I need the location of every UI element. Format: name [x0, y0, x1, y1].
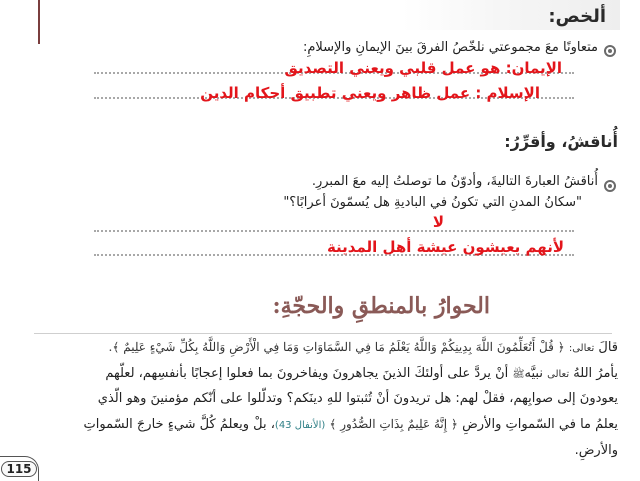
answer-iman: الإيمان: هو عمل قلبي ويعني التصديق	[284, 59, 562, 77]
verse-reference: (الأنفال 43)	[274, 420, 326, 431]
quran-verse: ﴿ إِنَّهُ عَلِيمٌ بِذَاتِ الصُّدُورِ ﴾	[329, 417, 458, 431]
verse-intro: قالَ	[598, 340, 618, 355]
paragraph-text: يعلمُ ما في السّمواتِ والأرضِ	[462, 417, 618, 432]
paragraph-text: والأرضِ.	[574, 443, 618, 458]
honorific: تعالى	[547, 369, 570, 380]
answer-no: لا	[432, 213, 444, 231]
discussion-quote: "سكانُ المدنِ التي تكونُ في الباديةِ هل يُسمّونَ أعرابًا؟"	[283, 195, 582, 210]
page-number: 115	[1, 461, 36, 477]
page-number-badge	[0, 456, 39, 481]
paragraph-line	[28, 366, 618, 382]
decorative-rule	[38, 0, 40, 44]
answer-reason: لأنهم يعيشون عيشة أهل المدينة	[326, 238, 564, 256]
paragraph-line	[28, 417, 618, 432]
paragraph-text: ، بلْ ويعلمُ كُلَّ شيءٍ خارجَ السّمواتِ	[83, 417, 275, 432]
paragraph-line	[28, 391, 618, 406]
section-divider	[34, 333, 612, 334]
paragraph-line	[28, 443, 618, 458]
answer-line	[94, 230, 574, 232]
discussion-instruction: أُناقشُ العبارةَ التاليةَ، وأدوّنُ ما توصلتُ إليه معَ المبررِ.	[311, 174, 598, 189]
dialogue-heading: الحوارُ بالمنطقِ والحجّةِ:	[272, 293, 490, 319]
discussion-heading: أُناقشُ، وأقرِّرُ:	[504, 132, 618, 151]
verse-line	[28, 340, 618, 355]
paragraph-text: يأمرُ اللهُ	[573, 366, 618, 381]
honorific: تعالى:	[568, 343, 595, 354]
bullet-icon	[604, 45, 616, 57]
answer-islam: الإسلام : عمل ظاهر ويعني تطبيق أحكام الدين	[200, 84, 540, 102]
honorific: ﷺ	[512, 369, 525, 380]
summary-heading: ألخص:	[548, 6, 606, 27]
paragraph-text: أنْ يردَّ على أولئكَ الذينَ يجاهرونَ ويفاخرونَ بما فعلوا إعجابًا بأنفسِهم، لعلّهم	[105, 366, 509, 381]
bullet-icon	[604, 180, 616, 192]
quran-verse: ﴿ قُلْ أَتُعَلِّمُونَ اللَّهَ بِدِينِكُمْ وَاللَّهُ يَعْلَمُ مَا فِي السَّمَاوَاتِ وَمَا فِي الْأَرْضِ وَاللَّهُ بِكُلِّ شَيْءٍ عَلِيمٌ ﴾.	[108, 340, 565, 354]
summary-instruction: متعاونًا معَ مجموعتي نلخّصُ الفرقَ بينَ الإيمانِ والإسلامِ:	[302, 40, 598, 55]
paragraph-text: نبيَّه	[524, 366, 543, 381]
paragraph-text: يعودونَ إلى صوابِهم، فقلْ لهم: هل تريدونَ أنْ تُثبتوا للهِ دينَكم؟ وتدلّلوا على أنّكم مؤمنينَ وهو الّذي	[97, 391, 618, 406]
